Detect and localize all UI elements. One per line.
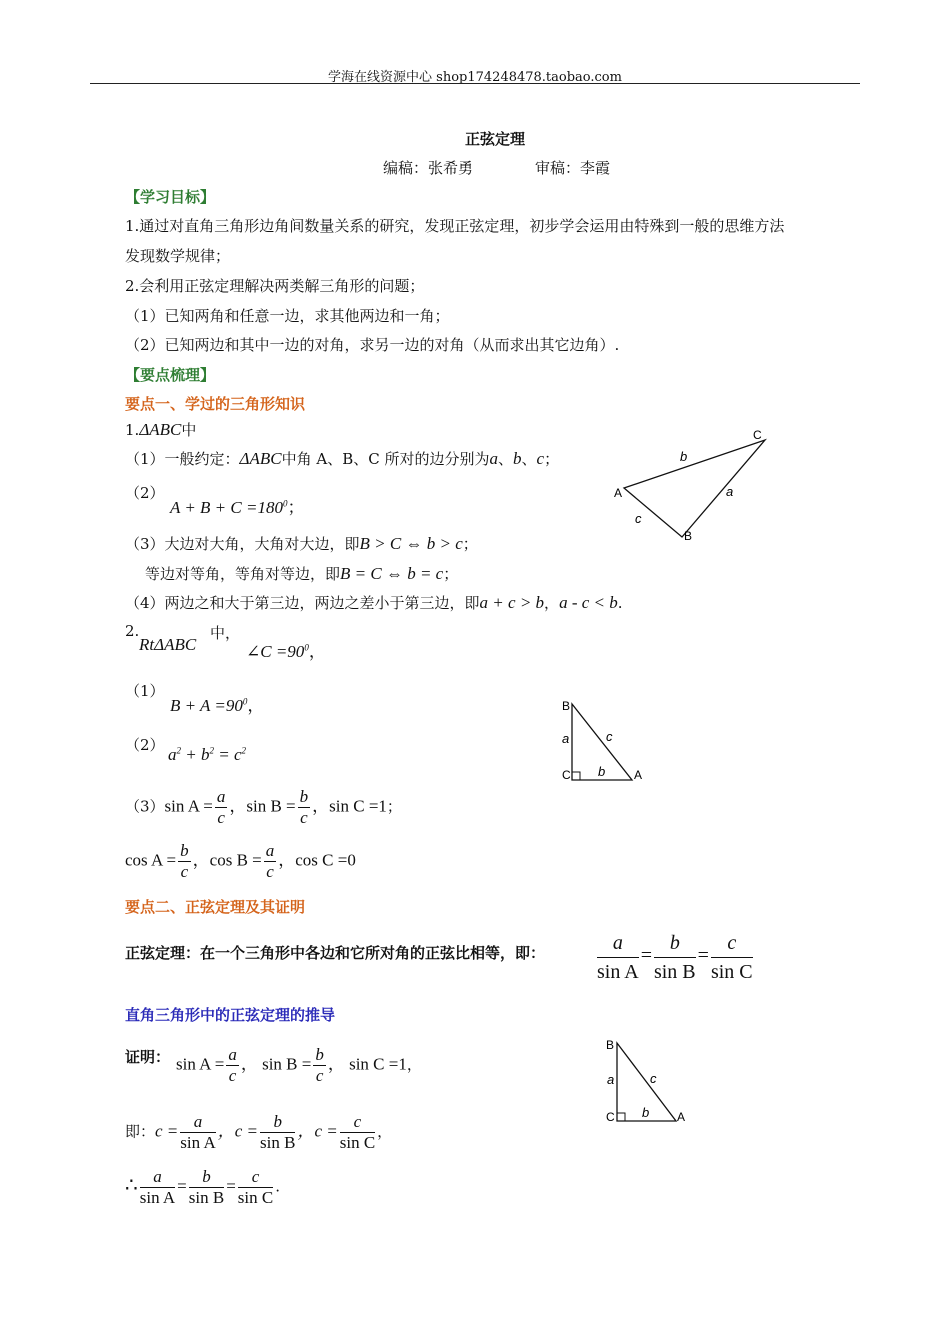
goal-1-cont: 发现数学规律； bbox=[125, 247, 231, 265]
proof-conclusion: ∴ $\frac{a}{\text{sin A}}$ = $\frac{b}{\text{sin B}}$ = $\frac{c}{\text{sin C}}$ . bbox=[125, 1167, 281, 1207]
triangle-outline bbox=[624, 440, 765, 537]
pythagoras-label: （2） bbox=[125, 736, 165, 754]
right-triangle-figure-1 bbox=[556, 695, 656, 787]
point-2-heading: 要点二、正弦定理及其证明 bbox=[125, 898, 306, 916]
sine-theorem-statement: 正弦定理：在一个三角形中各边和它所对角的正弦比相等，即： bbox=[125, 944, 546, 962]
item-1-line: 1.ΔABC中 bbox=[125, 420, 197, 439]
goal-2-2: （2）已知两边和其中一边的对角，求另一边的对角（从而求出其它边角）. bbox=[125, 336, 620, 354]
reviewer-credit: 审稿：李霞 bbox=[535, 159, 611, 177]
goals-heading: 【学习目标】 bbox=[125, 188, 216, 206]
acute-sum-label: （1） bbox=[125, 682, 165, 700]
convention-line: （1）一般约定：ΔABC中角 A、B、C 所对的边分别为a、b、c； bbox=[125, 449, 560, 468]
side-b-label: b bbox=[680, 449, 688, 464]
cosine-ratios-line: cos A = $\frac{b}{c}$ ，cos B = $\frac{a}{c}$ ，cos C =0 bbox=[125, 841, 356, 881]
equal-side-equal-angle: 等边对等角，等角对等边，即B = C ⇔ b = c； bbox=[145, 564, 459, 583]
triangle-figure-general bbox=[610, 425, 780, 550]
vertex-C-label: C bbox=[753, 428, 762, 442]
header-divider bbox=[90, 83, 860, 84]
vertex-C-label: C bbox=[606, 1110, 615, 1124]
side-a-label: a bbox=[726, 484, 734, 499]
vertex-C-label: C bbox=[562, 768, 571, 782]
vertex-A-label: A bbox=[614, 486, 623, 500]
right-angle-mark bbox=[617, 1113, 625, 1121]
proof-c-values: 即：c = $\frac{a}{\text{sin A}}$ ，c = $\frac{b}{\text{sin B}}$ ，c = $\frac{c}{\text{sin C}}$ ， bbox=[125, 1112, 393, 1152]
side-a-label: a bbox=[562, 731, 570, 746]
goal-2: 2.会利用正弦定理解决两类解三角形的问题； bbox=[125, 277, 425, 295]
vertex-B-label: B bbox=[562, 699, 571, 713]
acute-sum-formula: $B + A =90^0$， bbox=[170, 696, 265, 715]
side-b-label: b bbox=[598, 764, 606, 779]
page-title: 正弦定理 bbox=[464, 130, 525, 148]
points-heading: 【要点梳理】 bbox=[125, 366, 216, 384]
vertex-B-label: B bbox=[684, 529, 693, 543]
sine-ratios-line: （3）sin A = $\frac{a}{c}$ ，sin B = $\frac{b}{c}$ ，sin C =1； bbox=[125, 787, 402, 827]
right-angle-mark bbox=[572, 772, 580, 780]
triangle-inequality: （4）两边之和大于第三边，两边之差小于第三边，即a + c > b，a - c < b. bbox=[125, 593, 623, 612]
sine-theorem-formula: $\frac{a}{\text{sin A}}$ = $\frac{b}{\text{sin B}}$ = $\frac{c}{\text{sin C}}$ bbox=[595, 929, 755, 986]
side-a-label: a bbox=[607, 1072, 615, 1087]
item-2-right-angle: ∠C $=90^0$， bbox=[246, 642, 326, 661]
derivation-heading: 直角三角形中的正弦定理的推导 bbox=[125, 1006, 336, 1024]
big-side-big-angle: （3）大边对大角，大角对大边，即B > C ⇔ b > c； bbox=[125, 534, 478, 553]
side-c-label: c bbox=[635, 511, 642, 526]
goal-2-1: （1）已知两角和任意一边，求其他两边和一角； bbox=[125, 307, 450, 325]
side-b-label: b bbox=[642, 1105, 650, 1120]
item-2-triangle: RtΔABC bbox=[139, 635, 197, 654]
vertex-B-label: B bbox=[606, 1038, 615, 1052]
item-2-num: 2. bbox=[125, 622, 140, 640]
vertex-A-label: A bbox=[634, 768, 643, 782]
point-1-heading: 要点一、学过的三角形知识 bbox=[125, 395, 306, 413]
side-c-label: c bbox=[606, 729, 613, 744]
proof-sines: sin A = $\frac{a}{c}$ ， sin B = $\frac{b}{c}$ ， sin C =1， bbox=[176, 1045, 422, 1085]
page-header: 学海在线资源中心 shop174248478.taobao.com bbox=[328, 70, 622, 85]
goal-1: 1.通过对直角三角形边角间数量关系的研究，发现正弦定理，初步学会运用由特殊到一般的思维方法 bbox=[125, 217, 785, 235]
angle-sum-label: （2） bbox=[125, 484, 165, 502]
vertex-A-label: A bbox=[677, 1110, 686, 1124]
right-triangle-figure-2 bbox=[600, 1035, 700, 1127]
side-c-label: c bbox=[650, 1071, 657, 1086]
pythagoras-formula: $a^2 + b^2 = c^2$ bbox=[168, 745, 247, 764]
item-2-mid: 中， bbox=[210, 624, 241, 642]
angle-sum-formula: $A + B + C =180^0$； bbox=[170, 498, 305, 517]
proof-label: 证明： bbox=[125, 1048, 171, 1066]
editor-credit: 编稿：张希勇 bbox=[383, 159, 474, 177]
